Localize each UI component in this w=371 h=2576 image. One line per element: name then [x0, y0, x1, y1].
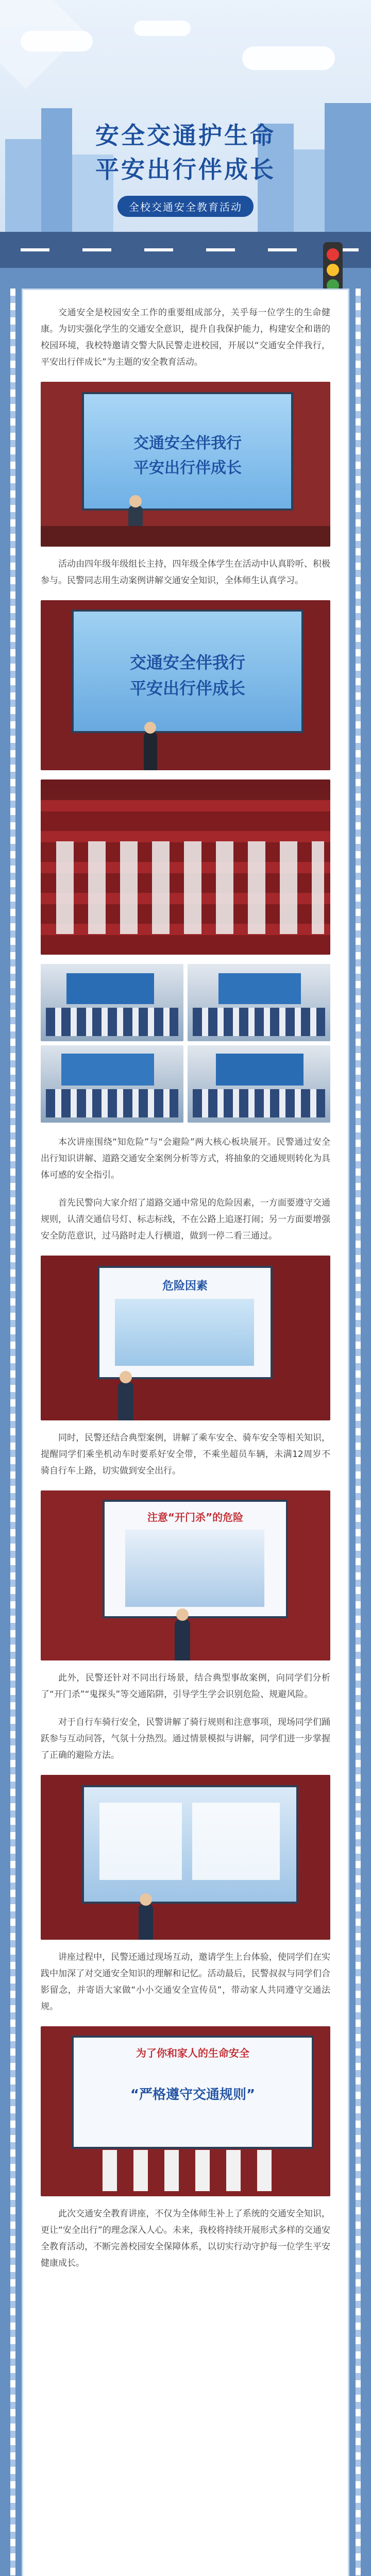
host-head	[144, 722, 156, 734]
photo-students-audience	[41, 779, 330, 955]
projector-screen	[82, 392, 293, 511]
classroom-screen	[66, 973, 154, 1004]
article-card	[22, 289, 349, 2576]
police-head	[120, 1371, 132, 1383]
police-head	[140, 1893, 152, 1906]
side-strip-right	[356, 289, 361, 2576]
classroom-screen	[216, 1054, 303, 1086]
photo-classroom	[41, 1045, 183, 1123]
photo-grid-classrooms	[41, 964, 330, 1123]
students-row	[46, 1089, 178, 1117]
slide-subtitle: “严格遵守交通规则”	[130, 2087, 256, 2103]
slide-title: 为了你和家人的生命安全	[136, 2047, 249, 2059]
cloud-icon	[242, 46, 335, 70]
building-icon	[294, 149, 325, 232]
paragraph: 对于自行车骑行安全，民警讲解了骑行规则和注意事项，现场同学们踊跃参与互动问答，气氛十分热烈。通过情景模拟与讲解，同学们进一步掌握了正确的避险方法。	[41, 1717, 330, 1760]
host-figure	[144, 732, 157, 770]
cloud-icon	[134, 21, 191, 36]
paragraph: 讲座过程中，民警还通过现场互动，邀请学生上台体验，使同学们在实践中加深了对交通安全知识的理解和记忆。活动最后，民警叔叔与同学们合影留念，并寄语大家做“小小交通安全宣传员”，带动家人共同遵守交通法规。	[41, 1952, 330, 2012]
paragraph: 此外，民警还针对不同出行场景，结合典型事故案例，向同学们分析了“开门杀”“鬼探头”等交通陷阱，引导学生学会识别危险、规避风险。	[41, 1673, 330, 1700]
building-icon	[5, 139, 41, 232]
building-icon	[325, 103, 371, 232]
students-group	[56, 841, 324, 934]
building-icon	[41, 108, 72, 232]
page-title-line1: 安全交通护生命	[95, 122, 276, 149]
classroom-screen	[61, 1054, 154, 1086]
photo-lecture-screen	[41, 382, 330, 547]
paragraph: 活动由四年级年级组长主持，四年级全体学生在活动中认真聆听、积极参与。民警同志用生动案例讲解交通安全知识，全体师生认真学习。	[41, 559, 330, 586]
screen-subtitle: 平安出行伴成长	[129, 679, 245, 698]
paragraph: 首先民警向大家介绍了道路交通中常见的危险因素，一方面要遵守交通规则，认清交通信号灯、标志标线，不在公路上追逐打闹；另一方面要增强安全防范意识，过马路时走人行横道，做到一停二看三通过。	[41, 1198, 330, 1241]
road-line	[206, 248, 235, 251]
road-line	[268, 248, 297, 251]
photo-host-stage	[41, 600, 330, 770]
slide-title: 危险因素	[162, 1280, 208, 1293]
slide-panel	[99, 1803, 182, 1880]
road-line	[144, 248, 173, 251]
students-row	[193, 1008, 325, 1036]
students-on-stage	[103, 2150, 278, 2191]
projector-screen	[103, 1500, 288, 1618]
side-strip-left	[10, 289, 15, 2576]
paragraph: 同时，民警还结合典型案例，讲解了乘车安全、骑车安全等相关知识，提醒同学们乘坐机动车时要系好安全带，不乘坐超员车辆，未满12周岁不骑自行车上路，切实做到安全出行。	[41, 1433, 330, 1476]
photo-classroom	[41, 964, 183, 1041]
photo-opendoor-slide	[41, 1490, 330, 1660]
slide-panel	[192, 1803, 280, 1880]
road-line	[21, 248, 49, 251]
screen-title: 交通安全伴我行	[129, 653, 245, 672]
photo-final-stage	[41, 2026, 330, 2196]
screen-title: 交通安全伴我行	[133, 434, 242, 452]
paragraph: 交通安全是校园安全工作的重要组成部分，关乎每一位学生的生命健康。为切实强化学生的交通安全意识，提升自我保护能力，构建安全和谐的校园环境，我校特邀请交警大队民警走进校园，开展以“交通安全伴我行，平安出行伴成长”为主题的安全教育活动。	[41, 308, 330, 367]
stage-floor	[41, 526, 330, 547]
road	[0, 232, 371, 268]
road-line	[82, 248, 111, 251]
police-figure	[175, 1619, 190, 1660]
slide-illustration	[125, 1530, 264, 1607]
projector-screen	[72, 2036, 314, 2149]
photo-bike-slide	[41, 1775, 330, 1940]
page-title-line2: 平安出行伴成长	[95, 156, 276, 183]
hero-banner	[0, 0, 371, 268]
slide-illustration	[115, 1299, 254, 1366]
cloud-icon	[21, 31, 93, 52]
speaker-head	[129, 495, 142, 507]
title-block	[82, 118, 289, 217]
photo-police-danger-slide	[41, 1256, 330, 1420]
projector-screen	[82, 1785, 298, 1904]
page-subtitle: 全校交通安全教育活动	[117, 196, 254, 217]
screen-subtitle: 平安出行伴成长	[133, 459, 242, 477]
photo-classroom	[188, 964, 330, 1041]
police-figure	[139, 1904, 153, 1940]
police-head	[176, 1608, 189, 1621]
paragraph: 本次讲座围绕“知危险”与“会避险”两大核心板块展开。民警通过安全出行知识讲解、道路交通安全案例分析等方式，将抽象的交通规则转化为具体可感的安全指引。	[41, 1137, 330, 1180]
students-row	[193, 1089, 325, 1117]
paragraph: 此次交通安全教育讲座，不仅为全体师生补上了系统的交通安全知识，更让“安全出行”的理念深入人心。未来，我校将持续开展形式多样的交通安全教育活动，不断完善校园安全保障体系，以切实行动守护每一位学生平安健康成长。	[41, 2209, 330, 2268]
photo-classroom	[188, 1045, 330, 1123]
police-figure	[118, 1382, 133, 1420]
slide-title: 注意“开门杀”的危险	[147, 1511, 244, 1523]
classroom-screen	[218, 973, 301, 1004]
projector-screen	[72, 609, 303, 733]
students-row	[46, 1008, 178, 1036]
projector-screen	[97, 1266, 273, 1379]
